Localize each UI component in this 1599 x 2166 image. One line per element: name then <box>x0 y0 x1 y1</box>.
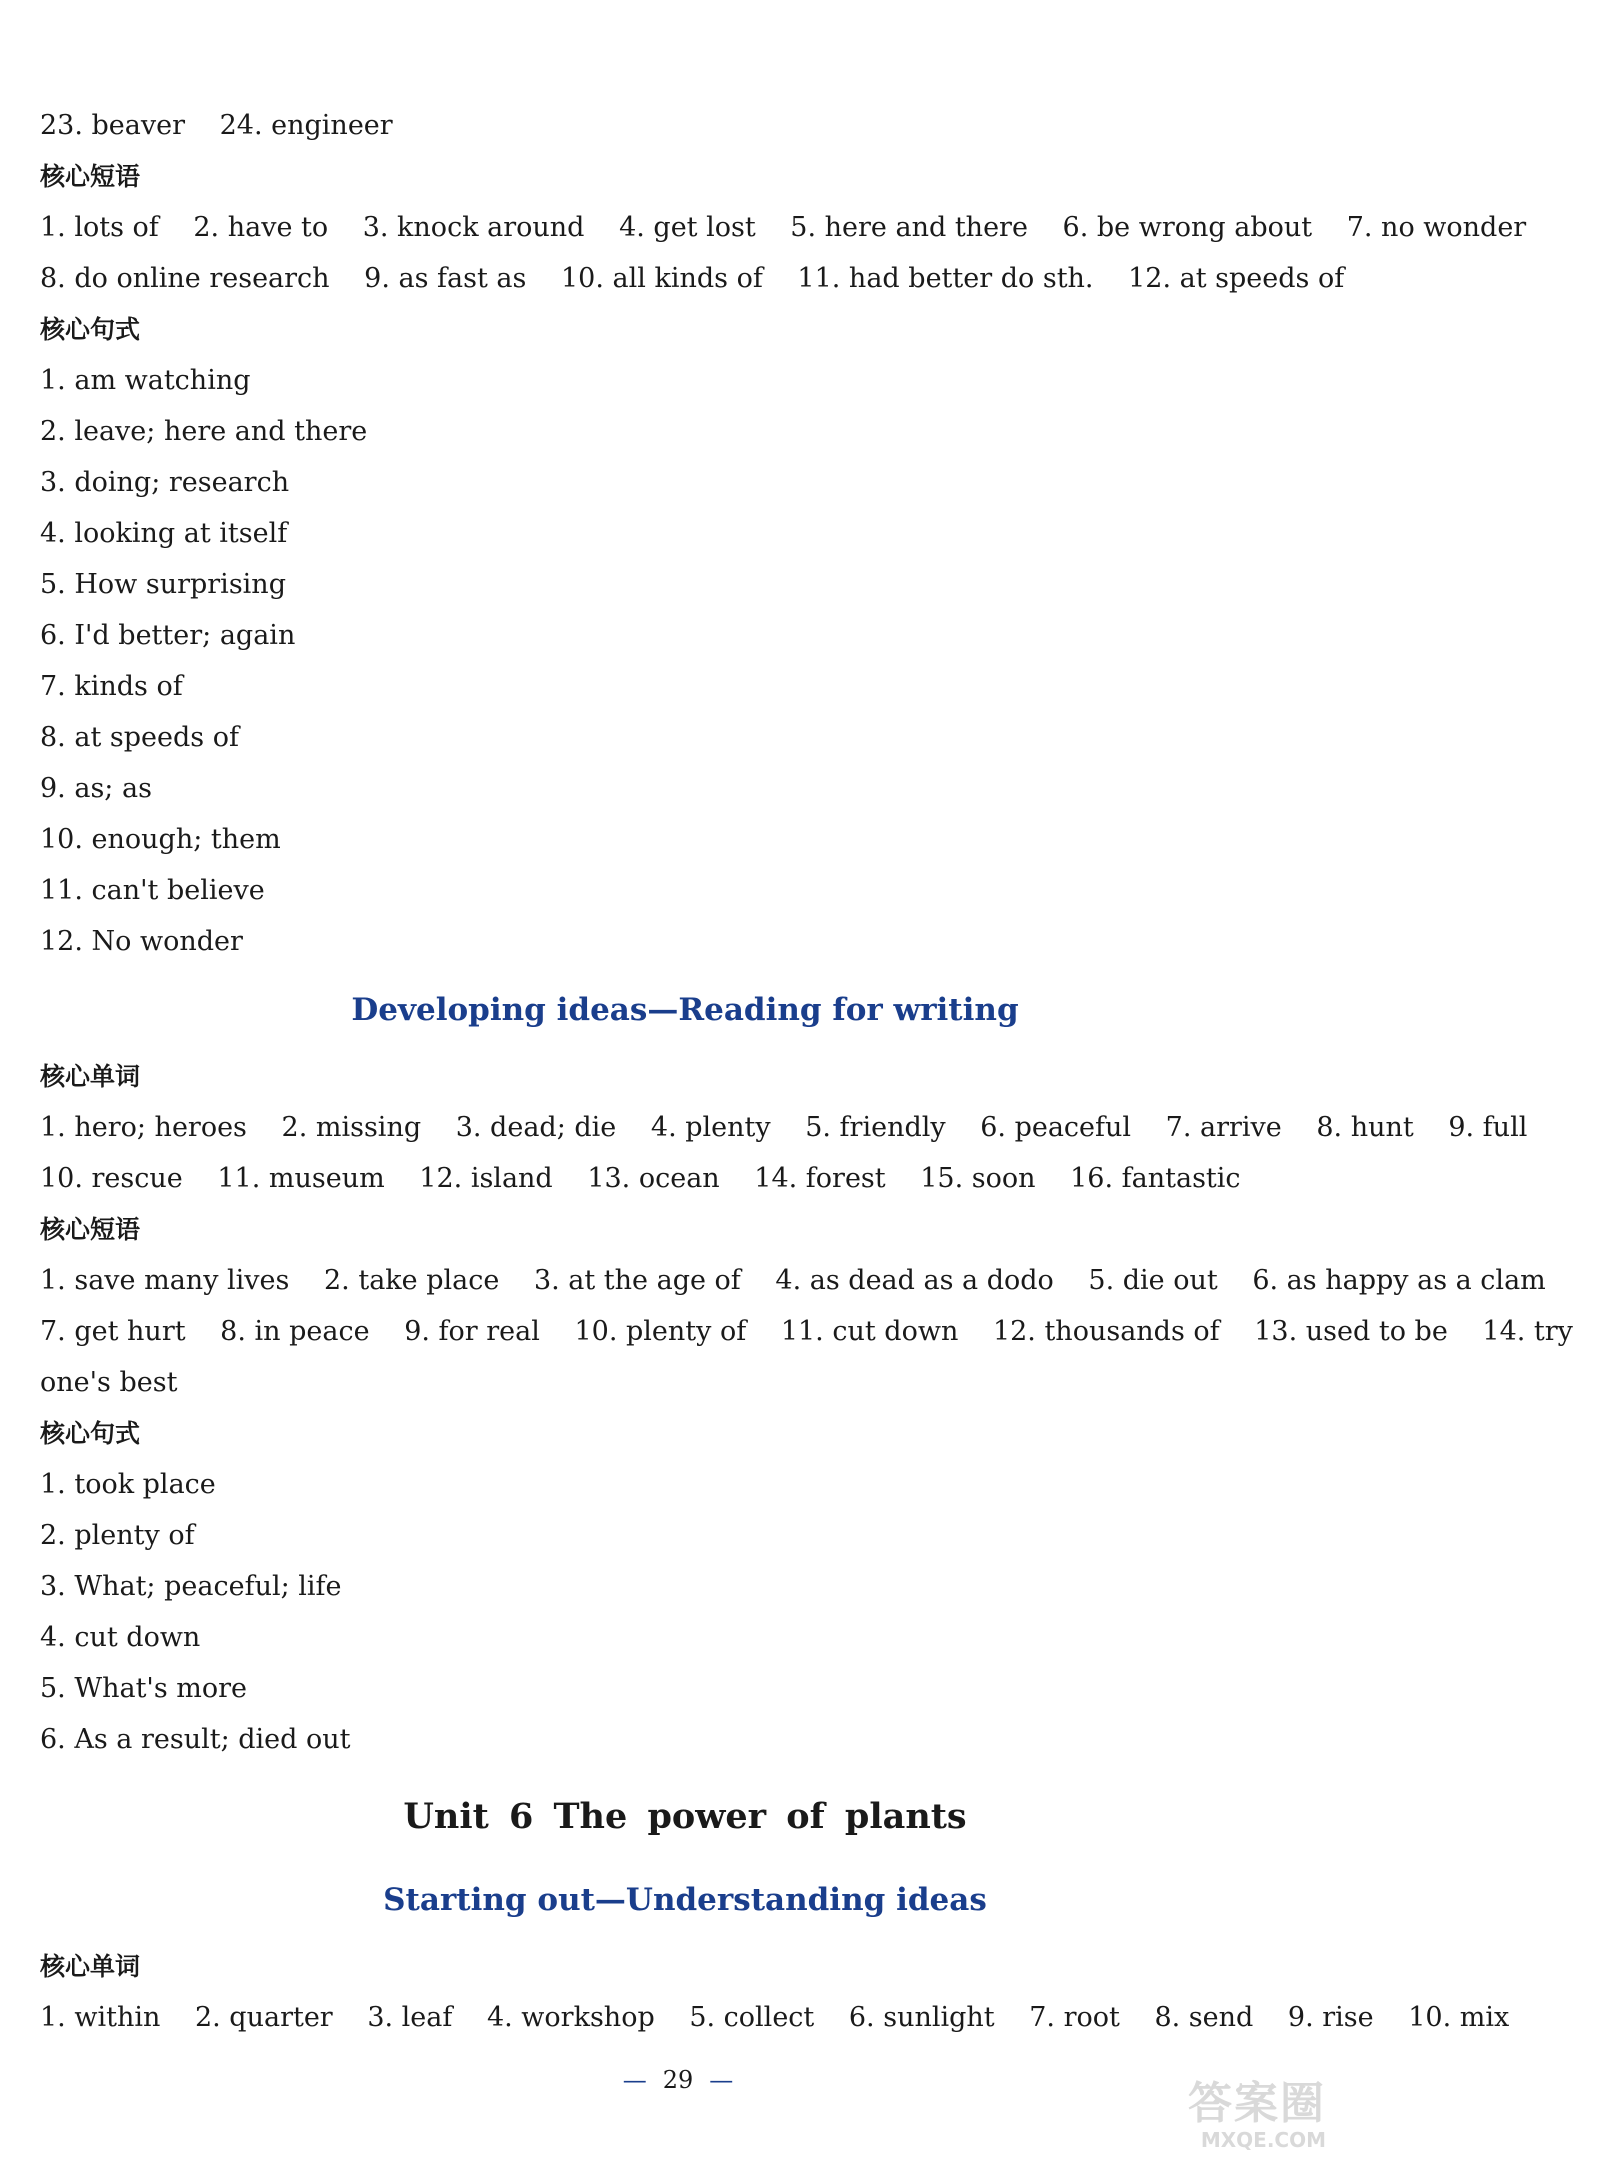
answer-item: 3. leaf <box>367 2002 453 2033</box>
answer-item: 4. plenty <box>650 1112 771 1143</box>
sentences-heading: 核心句式 <box>40 315 141 344</box>
answer-item: 2. quarter <box>194 2002 333 2033</box>
answer-item: 9. as fast as <box>364 263 527 294</box>
section-title: Developing ideas—Reading for writing <box>351 992 1019 1028</box>
answer-item: 7. arrive <box>1165 1112 1282 1143</box>
answer-item: 13. ocean <box>587 1163 720 1194</box>
sentence-item: 9. as; as <box>40 773 152 804</box>
sentence-item: 4. cut down <box>40 1622 201 1653</box>
vocab-line <box>40 1992 1510 2043</box>
sentence-item: 5. What's more <box>40 1673 248 1704</box>
sentence-item: 4. looking at itself <box>40 518 288 549</box>
answer-item: 6. as happy as a clam <box>1252 1265 1546 1296</box>
answer-item: 23. beaver <box>40 110 186 141</box>
answer-item: 10. rescue <box>40 1163 183 1194</box>
watermark <box>1146 2080 1326 2160</box>
answer-item: 15. soon <box>920 1163 1036 1194</box>
vocab-line <box>40 1102 1528 1153</box>
answer-item: 13. used to be <box>1254 1316 1448 1347</box>
page-number-dash: — <box>709 2066 734 2094</box>
answer-item: 16. fantastic <box>1070 1163 1241 1194</box>
answer-item: 11. cut down <box>780 1316 959 1347</box>
phrases-line <box>40 1306 1573 1357</box>
answer-item: 5. die out <box>1088 1265 1218 1296</box>
answer-item: 6. sunlight <box>848 2002 995 2033</box>
answer-item: 12. island <box>419 1163 553 1194</box>
sentence-item: 1. am watching <box>40 365 251 396</box>
answer-item: 3. knock around <box>362 212 585 243</box>
answer-item: 9. full <box>1448 1112 1528 1143</box>
answer-item: 2. take place <box>324 1265 500 1296</box>
answer-item: 2. missing <box>281 1112 422 1143</box>
answer-item: 8. in peace <box>220 1316 370 1347</box>
answer-item: 4. as dead as a dodo <box>775 1265 1054 1296</box>
answer-item: one's best <box>40 1367 178 1398</box>
phrases-heading: 核心短语 <box>40 1215 141 1244</box>
sentence-item: 10. enough; them <box>40 824 281 855</box>
answer-item: 11. museum <box>217 1163 385 1194</box>
sentence-item: 11. can't believe <box>40 875 265 906</box>
sentence-item: 12. No wonder <box>40 926 243 957</box>
answer-item: 1. hero; heroes <box>40 1112 247 1143</box>
phrases-line <box>40 253 1345 304</box>
watermark-url: MXQE.COM <box>1200 2128 1326 2152</box>
sentence-item: 2. plenty of <box>40 1520 195 1551</box>
phrases-line <box>40 1357 1330 1408</box>
answer-item: 1. lots of <box>40 212 159 243</box>
phrases-line <box>40 1255 1546 1306</box>
sentences-heading: 核心句式 <box>40 1419 141 1448</box>
vocab-line <box>40 100 1330 151</box>
answer-item: 5. friendly <box>805 1112 946 1143</box>
watermark-logo: 答案圈 <box>1188 2078 1326 2129</box>
answer-item: 5. collect <box>689 2002 815 2033</box>
answer-item: 8. hunt <box>1316 1112 1414 1143</box>
answer-item: 7. get hurt <box>40 1316 186 1347</box>
sentence-item: 8. at speeds of <box>40 722 239 753</box>
answer-item: 12. at speeds of <box>1128 263 1345 294</box>
sentence-item: 6. As a result; died out <box>40 1724 351 1755</box>
answer-item: 3. at the age of <box>533 1265 741 1296</box>
answer-item: 3. dead; die <box>455 1112 617 1143</box>
page-number-value: 29 <box>662 2066 694 2094</box>
sentence-item: 6. I'd better; again <box>40 620 296 651</box>
page-number-dash: — <box>622 2066 647 2094</box>
sentence-item: 3. What; peaceful; life <box>40 1571 342 1602</box>
sentence-item: 1. took place <box>40 1469 216 1500</box>
answer-item: 24. engineer <box>219 110 393 141</box>
answer-item: 8. send <box>1154 2002 1254 2033</box>
answer-item: 12. thousands of <box>992 1316 1220 1347</box>
answer-item: 9. for real <box>404 1316 540 1347</box>
answer-item: 5. here and there <box>790 212 1028 243</box>
answer-item: 2. have to <box>193 212 329 243</box>
vocab-line <box>40 1153 1330 1204</box>
answer-item: 11. had better do sth. <box>797 263 1094 294</box>
answer-item: 10. plenty of <box>574 1316 747 1347</box>
answer-item: 7. no wonder <box>1346 212 1527 243</box>
sentence-item: 3. doing; research <box>40 467 290 498</box>
section-title: Starting out—Understanding ideas <box>383 1882 987 1918</box>
answer-item: 14. forest <box>754 1163 886 1194</box>
answer-item: 6. be wrong about <box>1062 212 1313 243</box>
answer-item: 1. within <box>40 2002 161 2033</box>
answer-item: 9. rise <box>1287 2002 1374 2033</box>
answer-item: 6. peaceful <box>980 1112 1132 1143</box>
vocab-heading: 核心单词 <box>40 1062 141 1091</box>
answer-item: 1. save many lives <box>40 1265 290 1296</box>
sentence-item: 7. kinds of <box>40 671 183 702</box>
answer-item: 14. try <box>1482 1316 1573 1347</box>
answer-item: 10. all kinds of <box>560 263 763 294</box>
unit-title: Unit 6 The power of plants <box>403 1796 967 1837</box>
answer-item: 4. workshop <box>486 2002 655 2033</box>
sentence-item: 2. leave; here and there <box>40 416 368 447</box>
answer-item: 10. mix <box>1408 2002 1510 2033</box>
phrases-heading: 核心短语 <box>40 162 141 191</box>
answer-item: 7. root <box>1029 2002 1120 2033</box>
sentence-item: 5. How surprising <box>40 569 286 600</box>
phrases-line <box>40 202 1527 253</box>
answer-item: 8. do online research <box>40 263 330 294</box>
vocab-heading: 核心单词 <box>40 1952 141 1981</box>
answer-item: 4. get lost <box>619 212 756 243</box>
answer-page <box>40 100 1573 2043</box>
